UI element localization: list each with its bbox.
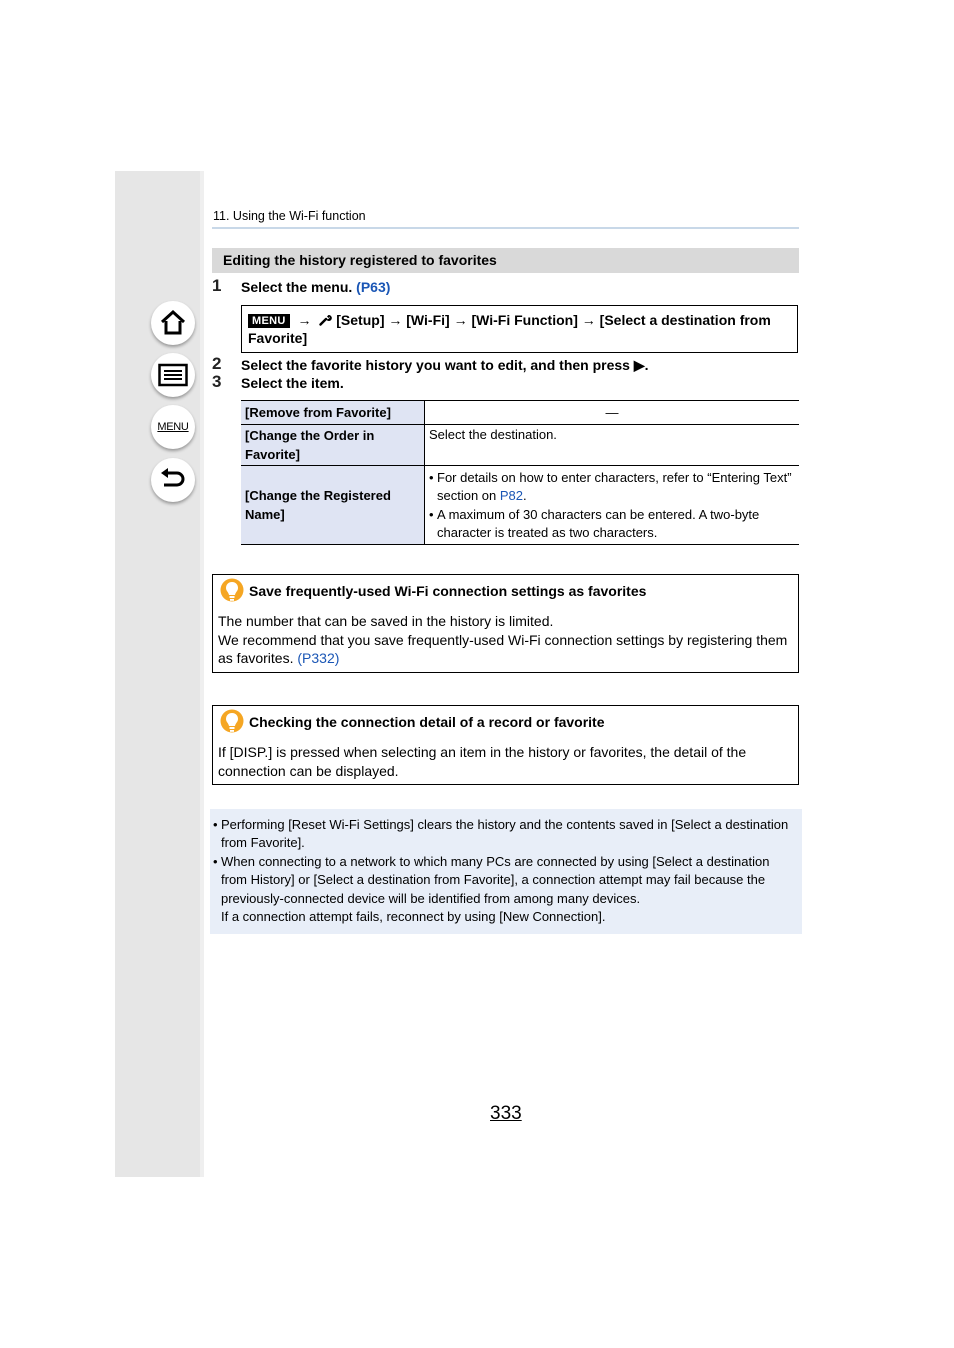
tip-line: We recommend that you save frequently-used Wi-Fi connection settings by registering them as favorites. (218, 631, 788, 666)
item-key: [Remove from Favorite] (241, 401, 425, 425)
menu-badge: MENU (248, 314, 290, 328)
step-2: Select the favorite history you want to edit, and then press ▶. (241, 357, 649, 373)
section-heading (212, 248, 799, 273)
back-icon (159, 467, 187, 493)
contents-list-icon (158, 363, 188, 387)
bullet: • (213, 817, 218, 832)
notes-box (210, 809, 802, 934)
arrow: → (453, 312, 468, 328)
sidebar-edge (200, 171, 204, 1177)
home-button[interactable] (151, 301, 195, 345)
list-item (213, 816, 798, 853)
breadcrumb-rule (212, 227, 799, 229)
bullet: • (213, 853, 218, 869)
item-table (241, 400, 799, 545)
page-number: 333 (490, 1103, 522, 1124)
bullet-text: For details on how to enter characters, refer to “Entering Text” section on (437, 469, 792, 503)
item-value: Select the destination. (425, 425, 800, 466)
lightbulb-icon (220, 578, 244, 604)
tip-title: Save frequently-used Wi-Fi connection settings as favorites (249, 583, 647, 599)
wifi-label: [Wi-Fi] (406, 312, 450, 328)
tip-line: The number that can be saved in the history is limited. (218, 613, 554, 629)
item-key: [Change the Registered Name] (241, 466, 425, 545)
bullet: • (429, 469, 434, 485)
arrow: → (581, 312, 596, 328)
page-link-p82[interactable]: P82 (499, 487, 524, 503)
bullet-text: A maximum of 30 characters can be entered. A two-byte character is treated as two characters. (437, 506, 760, 540)
step-1 (241, 279, 390, 295)
arrow: → (297, 312, 312, 328)
wifi-function-label: [Wi-Fi Function] (471, 312, 578, 328)
menu-path-box (241, 305, 798, 353)
note-text: When connecting to a network to which many PCs are connected by using [Select a destination from History] or [Select a destination from Favorite], a connection attempt may fail because the previously-connected device will be identified from among many devices. (221, 853, 770, 906)
menu-icon: MENU (157, 421, 189, 433)
destination-label: [Select a destination from Favorite] (248, 312, 771, 346)
note-text: Performing [Reset Wi-Fi Settings] clears the history and the contents saved in [Select a destination from Favorite]. (221, 817, 789, 851)
menu-button[interactable] (151, 405, 195, 449)
tip-body (218, 612, 793, 668)
arrow: → (388, 312, 403, 328)
setup-label: [Setup] (336, 312, 385, 328)
bullet: • (429, 506, 434, 522)
table-row (241, 466, 799, 545)
page-link-p332[interactable]: (P332) (297, 650, 340, 666)
tip-body: If [DISP.] is pressed when selecting an item in the history or favorites, the detail of the connection can be displayed. (218, 744, 747, 779)
tip-box-favorites (212, 574, 799, 673)
step-3: Select the item. (241, 375, 344, 391)
item-key: [Change the Order in Favorite] (241, 425, 425, 466)
wrench-icon (319, 313, 332, 326)
item-value (425, 466, 800, 545)
bullet-text: . (523, 487, 527, 503)
list-item (213, 853, 798, 927)
section-title: Editing the history registered to favorites (223, 252, 497, 268)
list-item (429, 506, 795, 542)
breadcrumb: 11. Using the Wi-Fi function (213, 209, 366, 223)
tip-title: Checking the connection detail of a record or favorite (249, 714, 605, 730)
table-row (241, 425, 799, 466)
step-text: Select the menu. (241, 279, 353, 295)
note-text: If a connection attempt fails, reconnect by using [New Connection]. (221, 909, 606, 925)
lightbulb-icon (220, 709, 244, 735)
back-button[interactable] (151, 458, 195, 502)
step-number: 3 (212, 372, 222, 391)
page-link-p63[interactable]: (P63) (356, 279, 391, 295)
step-number: 2 (212, 354, 222, 373)
table-row (241, 401, 799, 425)
list-item (429, 469, 795, 505)
contents-list-button[interactable] (151, 353, 195, 397)
tip-box-connection-detail (212, 705, 799, 785)
step-number: 1 (212, 276, 222, 295)
item-value: — (425, 401, 800, 425)
home-icon (159, 309, 187, 337)
